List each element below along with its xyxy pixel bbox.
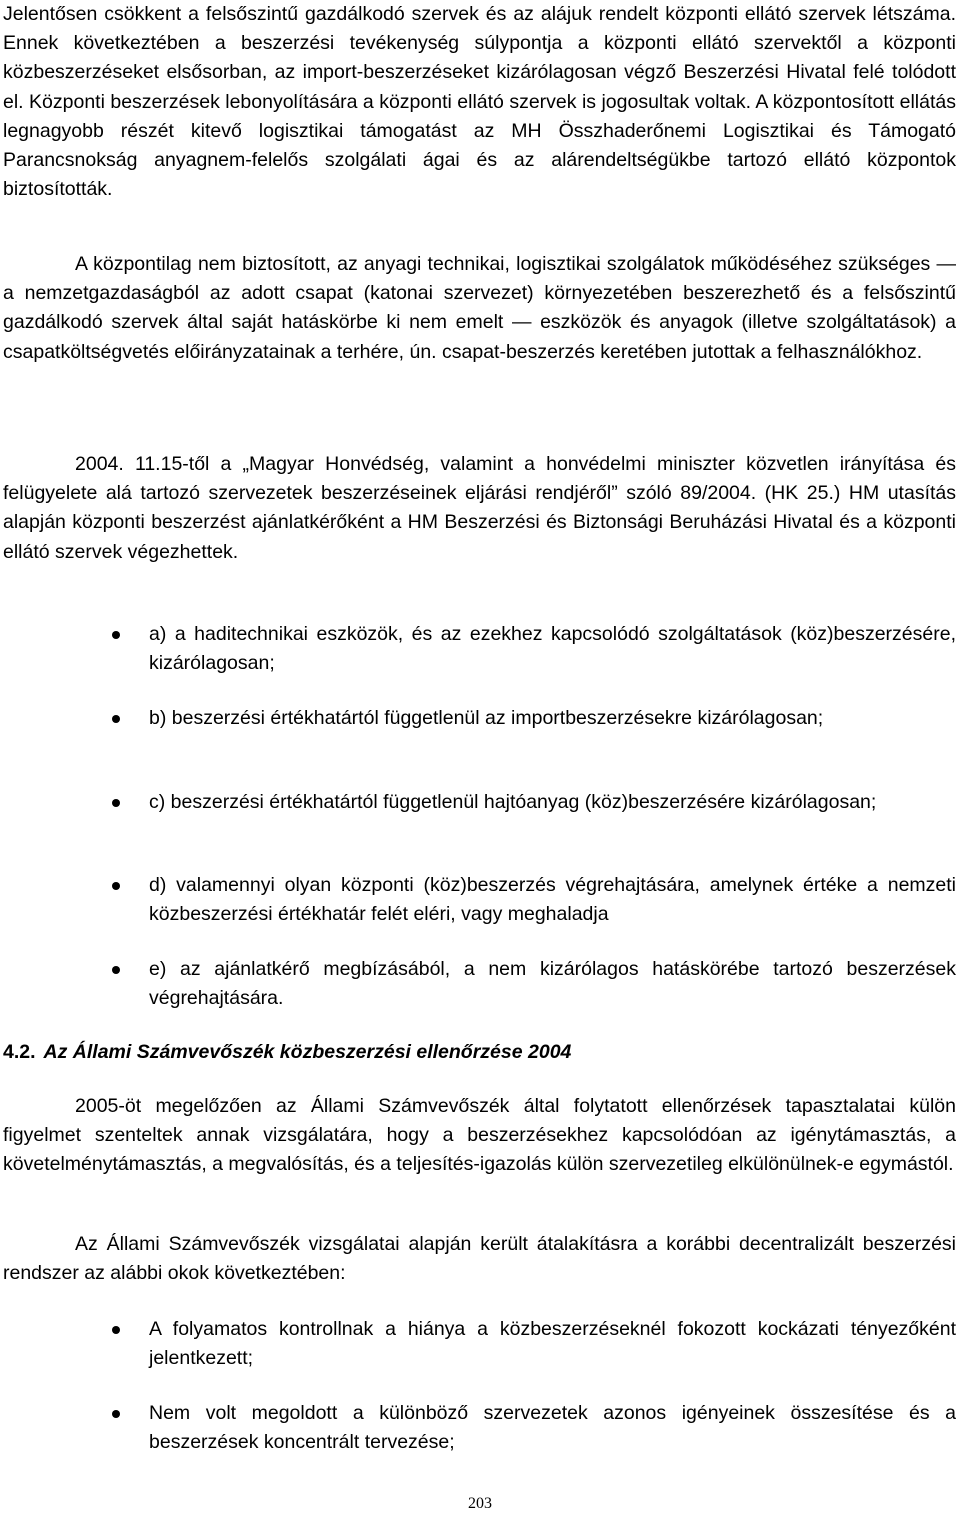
list-item-text: e) az ajánlatkérő megbízásából, a nem kizárólagos hatáskörébe tartozó beszerzések végrehajtására. [149, 958, 956, 1010]
bullet-icon [112, 799, 120, 807]
bullet-icon [112, 715, 120, 723]
bullet-icon [112, 1410, 120, 1418]
paragraph-hm-instruction: 2004. 11.15-től a „Magyar Honvédség, valamint a honvédelmi miniszter közvetlen irányítása és felügyelete alá tartozó szervezetek beszerzéseinek eljárási rendjéről” szóló 89/2004. (HK 25.) HM utasítás alapján központi beszerzést ajánlatkérőként a HM Beszerzési és Biztonsági Beruházási Hivatal és a központi ellátó szervek végezhettek. [3, 453, 956, 563]
list-item-text: c) beszerzési értékhatártól függetlenül hajtóanyag (köz)beszerzésére kizárólagosan; [149, 791, 877, 813]
section-number: 4.2. [3, 1041, 36, 1063]
bullet-icon [112, 1326, 120, 1334]
bullet-icon [112, 882, 120, 890]
list-item-text: b) beszerzési értékhatártól függetlenül az importbeszerzésekre kizárólagosan; [149, 707, 824, 729]
list-item-text: A folyamatos kontrollnak a hiánya a közbeszerzéseknél fokozott kockázati tényezőként jelentkezett; [149, 1318, 956, 1370]
paragraph-central-supply: Jelentősen csökkent a felsőszintű gazdálkodó szervek és az alájuk rendelt központi ellátó szervek létszáma. Ennek következtében a beszerzési tevékenység súlypontja a központi ellátó szervektől a központi közbeszerzéseket elsősorban, az import-beszerzéseket kizárólagosan végző Beszerzési Hivatal felé tolódott el. Központi beszerzések lebonyolítására a központi ellátó szervek is jogosultak voltak. A központosított ellátás legnagyobb részét kitevő logisztikai támogatást az MH Összhaderőnemi Logisztikai és Támogató Parancsnokság anyagnem-felelős szolgálati ágai és az alárendeltségükbe tartozó ellátó központok biztosították. [3, 3, 956, 201]
section-heading [3, 1038, 571, 1067]
paragraph-unit-procurement: A központilag nem biztosított, az anyagi technikai, logisztikai szolgálatok működéséhez szükséges — a nemzetgazdaságból az adott csapat (katonai szervezet) környezetében beszerezhető és a felsőszintű gazdálkodó szervek által saját hatáskörbe ki nem emelt — eszközök és anyagok (illetve szolgáltatások) a csapatköltségvetés előirányzatainak a terhére, ún. csapat-beszerzés keretében jutottak a felhasználókhoz. [3, 253, 956, 363]
paragraph-audit-experience: 2005-öt megelőzően az Állami Számvevőszék által folytatott ellenőrzések tapasztalatai külön figyelmet szenteltek annak vizsgálatára, hogy a beszerzésekhez kapcsolódóan az igénytámasztás, a követelménytámasztás, a megvalósítás, és a teljesítés-igazolás külön szervezetileg elkülönülnek-e egymástól. [3, 1095, 956, 1176]
section-title: Az Állami Számvevőszék közbeszerzési ellenőrzése 2004 [43, 1041, 572, 1063]
bullet-icon [112, 966, 120, 974]
list-item-text: d) valamennyi olyan központi (köz)beszerzés végrehajtására, amelynek értéke a nemzeti közbeszerzési értékhatár felét eléri, vagy meghaladja [149, 874, 956, 926]
list-item-text: Nem volt megoldott a különböző szervezetek azonos igényeinek összesítése és a beszerzések koncentrált tervezése; [149, 1402, 956, 1454]
paragraph-restructuring: Az Állami Számvevőszék vizsgálatai alapján került átalakításra a korábbi decentralizált beszerzési rendszer az alábbi okok következtében: [3, 1233, 956, 1285]
list-item-text: a) a haditechnikai eszközök, és az ezekhez kapcsolódó szolgáltatások (köz)beszerzésére, kizárólagosan; [149, 623, 956, 675]
page-number: 203 [468, 1495, 492, 1512]
bullet-icon [112, 631, 120, 639]
